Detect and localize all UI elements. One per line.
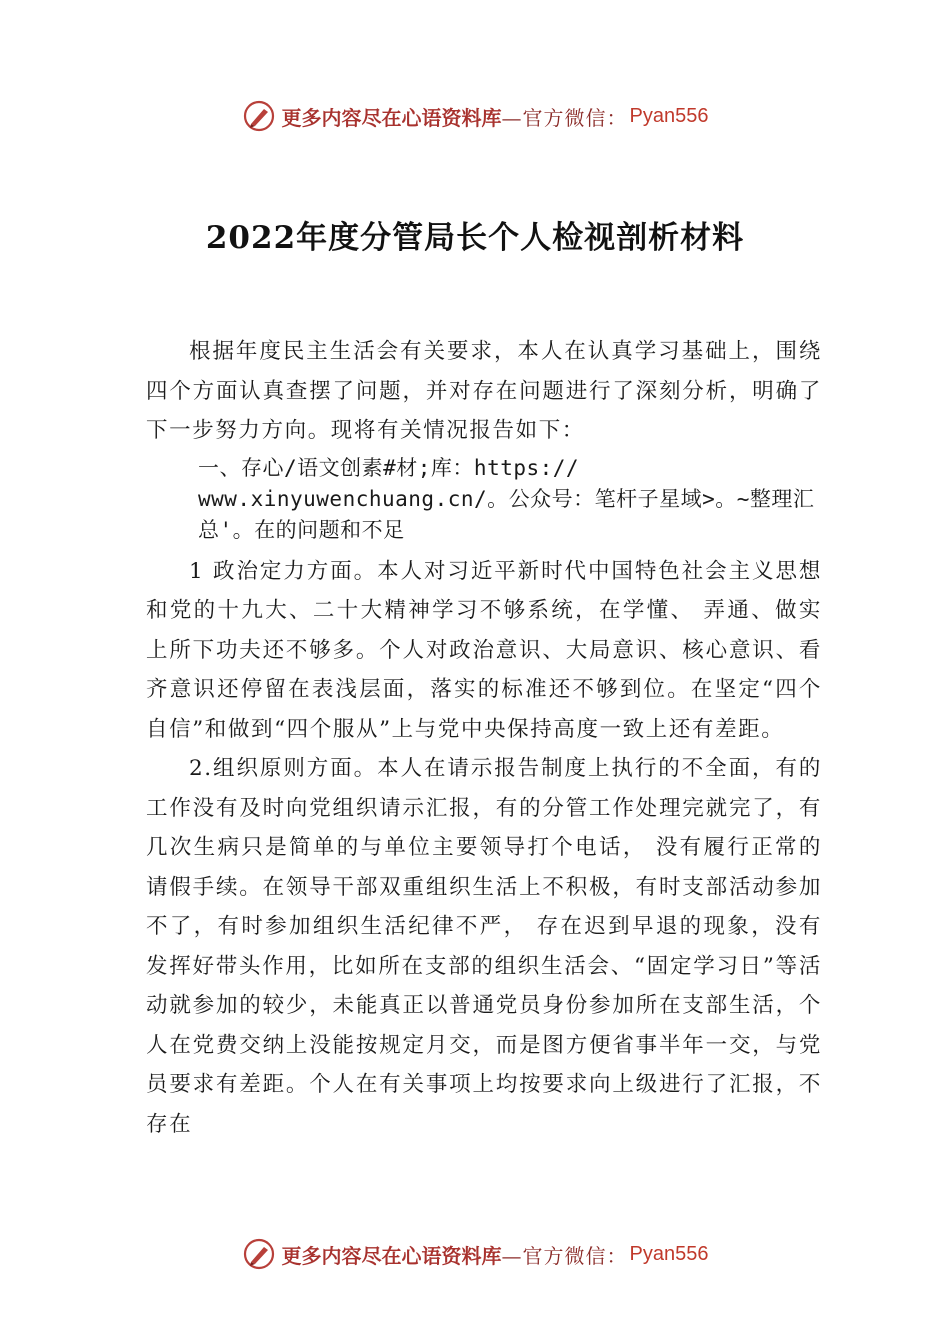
intro-paragraph: 根据年度民主生活会有关要求，本人在认真学习基础上，围绕四个方面认真查摆了问题，并对存在问题进行了深刻分析，明确了下一步努力方向。现将有关情况报告如下： xyxy=(146,339,822,443)
banner-wechat-id: Pyan556 xyxy=(629,104,709,127)
political-paragraph: 1 政治定力方面。本人对习近平新时代中国特色社会主义思想和党的十九大、二十大精神学习不够系统，在学懂、 弄通、做实上所下功夫还不够多。个人对政治意识、大局意识、核心意识、看齐意识还停留在表浅层面，落实的标准还不够到位。在坚定“四个自信”和做到“四个服从”上与党中央保持高度一致上还有差距。 xyxy=(146,558,822,742)
pen-logo-icon xyxy=(242,99,276,133)
document-title: 2022年度分管局长个人检视剖析材料 xyxy=(205,220,745,256)
banner-wechat-label: —官方微信： xyxy=(501,105,628,130)
banner-wechat-label: —官方微信： xyxy=(501,1243,628,1268)
organization-paragraph: 2.组织原则方面。本人在请示报告制度上执行的不全面，有的工作没有及时向党组织请示汇报，有的分管工作处理完就完了，有几次生病只是简单的与单位主要领导打个电话， 没有履行正常的请假手续。在领导干部双重组织生活上不积极，有时支部活动参加不了，有时参加组织生活纪律不严， 存在迟到早退的现象，没有发挥好带头作用，比如所在支部的组织生活会、“固定学习日”等活动就参加的较少，未能真正以普通党员身份参加所在支部生活，个人在党费交纳上没能按规定月交，而是图方便省事半年一交，与党员要求有差距。个人在有关事项上均按要求向上级进行了汇报，不存在 xyxy=(146,756,822,1137)
banner-library-text: 更多内容尽在心语资料库 xyxy=(281,105,502,130)
banner-library-text: 更多内容尽在心语资料库 xyxy=(281,1243,502,1268)
pen-logo-icon xyxy=(242,1237,276,1271)
banner-wechat-id: Pyan556 xyxy=(629,1242,709,1265)
header-banner xyxy=(0,96,950,136)
document-body xyxy=(146,332,822,1144)
footer-banner xyxy=(0,1234,950,1274)
section-heading: 一、存心/语文创素#材;库：https:// www.xinyuwenchuang.cn/。公众号：笔杆子星域>。~整理汇总'。在的问题和不足 xyxy=(198,455,815,542)
